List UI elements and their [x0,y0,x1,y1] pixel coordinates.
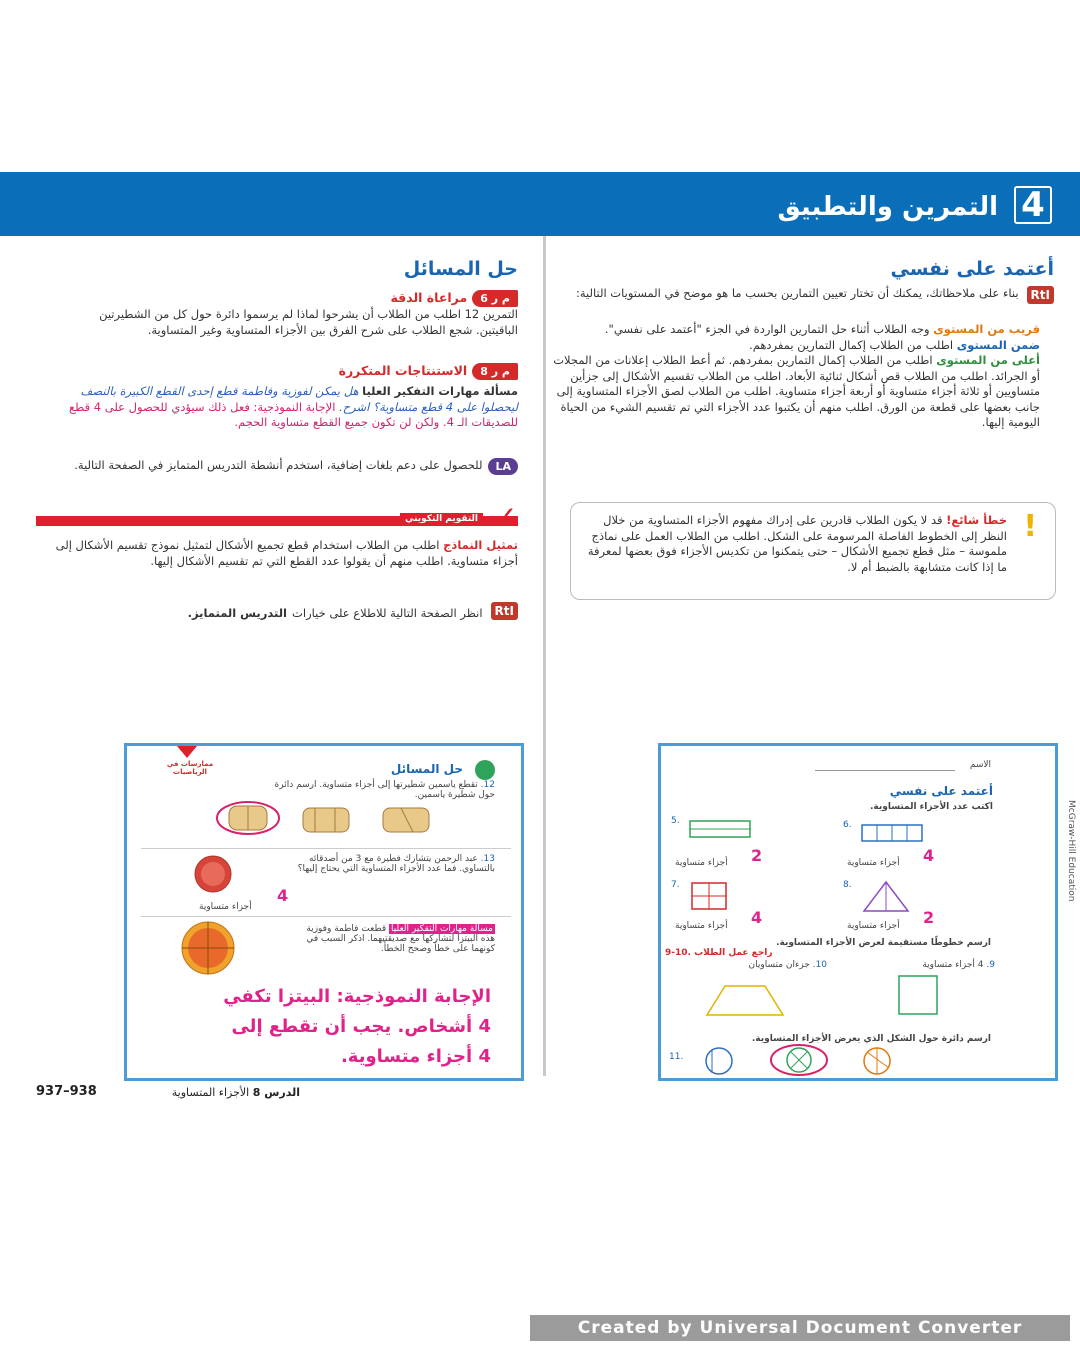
globe-icon [475,760,495,780]
model-answer-line-2: 4 أشخاص. يجب أن تقطع إلى [231,1016,491,1037]
warning-icon: ! [1023,509,1037,544]
hots-note: مسألة مهارات التفكير العليا هل يمكن لفوزية وفاطمة قطع إحدى القطع الكبيرة بالنصف ليحصلوا على 4 قطع متساوية؟ اشرح. الإجابة النموذجية: فعل ذلك سيؤدي للحصول على 4 قطع للصديقات الـ 4. ولكن لن تكون جميع القطع متساوية الحجم. [69,384,518,429]
common-mistake-box [570,502,1056,600]
mp6-badge: م ر 6 [472,290,518,307]
chapter-number: 4 [1014,186,1052,224]
reasoning-heading: م ر 8 الاستنتاجات المتكررة [38,360,518,380]
lesson-footer: الدرس 8 الأجزاء المتساوية [171,1086,300,1099]
formative-label: التقويم التكويني [400,513,483,525]
section-heading-problem-solving: حل المسائل [403,258,518,280]
hots-question: مسألة مهارات التفكير العليا قطعت فاطمة وفوزية هذه البيتزا لتشاركها مع صديقتيهما. اذكر السبب في كونهما على خطأ وصحح الخطأ. [306,924,495,954]
rti-badge-left: RtI [491,602,518,620]
workbook-page-left [124,743,524,1081]
wb-instruction-2: ارسم خطوطًا مستقيمة لعرض الأجزاء المتساوية. [776,938,991,948]
q7-parts-label: أجزاء متساوية [675,921,728,931]
wb-left-heading: حل المسائل [390,762,463,776]
name-label: الاسم [969,760,991,770]
q7-answer: 4 [751,908,763,927]
pie-image [187,854,239,894]
q7-number: 7. [671,880,680,890]
side-credit: McGraw-Hill Education [1066,800,1076,902]
exercise-12-note: التمرين 12 اطلب من الطلاب أن يشرحوا لماذا لم يرسموا دائرة حول كل من الشطيرتين الباقيتين. شجع الطلاب على شرح الفرق بين الأجزاء المتساوية وغير المتساوية. [99,307,518,337]
q13-parts-label: أجزاء متساوية [199,902,252,912]
rti-left-text: انظر الصفحة التالية للاطلاع على خيارات [292,606,483,620]
sandwich-unequal-b [379,804,433,836]
page-numbers: 937–938 [36,1084,97,1099]
rti-intro: بناء على ملاحظاتك، يمكنك أن تختار تعيين التمارين بحسب ما هو موضح في المستويات التالية: [575,286,1019,300]
checkmark-icon: ✓ [494,500,518,533]
precision-heading: م ر 6 مراعاة الدقة [38,287,518,307]
model-note: تمثيل النماذج اطلب من الطلاب استخدام قطع تجميع الأشكال لتمثيل نموذج تقسيم الأشكال إلى أجزاء متساوية. اطلب منهم أن يقولوا عدد القطع التي تم تقسيم الأشكال إليها. [55,538,518,568]
rti-badge: RtI [1027,286,1054,304]
q10-label: 10. جزءان متساويان [748,960,827,970]
q7-square-shape [691,882,731,912]
model-answer-line-1: الإجابة النموذجية: البيتزا تكفي [223,986,491,1007]
q12-text: 12. تقطع ياسمين شطيرتها إلى أجزاء متساوية. ارسم دائرة حول شطيرة ياسمين. [274,780,495,800]
levels-list [550,322,1040,431]
q8-triangle-shape [861,880,911,914]
q6-answer: 4 [923,846,935,865]
q9-square-shape [897,974,941,1018]
wb-instruction-3: ارسم دائرة حول الشكل الذي يعرض الأجزاء المتساوية. [751,1034,991,1044]
mp8-badge: م ر 8 [472,363,518,380]
wb-divider-1 [141,848,511,849]
q6-number: 6. [843,820,852,830]
q8-parts-label: أجزاء متساوية [847,921,900,931]
q9-label: 9. 4 أجزاء متساوية [922,960,995,970]
wb-instruction-1: اكتب عدد الأجزاء المتساوية. [869,802,993,812]
section-heading-independent: أعتمد على نفسي [890,258,1054,280]
column-divider [543,236,546,1076]
banner-title: التمرين والتطبيق [777,192,998,222]
mistake-text: خطأ شائع! قد لا يكون الطلاب قادرين على إدراك مفهوم الأجزاء المتساوية من خلال النظر إلى الخطوط الفاصلة المرسومة على الشكل. اطلب من الطلاب العمل على نماذج ملموسة – مثل قطع تجميع الأشكال – حتى يتمكنوا من تكديس الأجزاء فوق بعضها لمعرفة ما إذا كانت متشابهة بالضبط أم لا. [587,513,1007,574]
q5-rectangle-shape [689,820,753,840]
q8-answer: 2 [923,908,935,927]
sandwich-circled [215,800,281,836]
practices-tag: ممارسات في الرياضيات [166,760,214,776]
rti-left-bold: التدريس المتمايز. [187,606,287,620]
q11-circle-c [855,1046,901,1076]
la-text: للحصول على دعم بلغات إضافية، استخدم أنشطة التدريس المتمايز في الصفحة التالية. [74,458,483,472]
workbook-page-right [658,743,1058,1081]
q11-circle-b-circled [769,1044,829,1076]
chapter-banner [0,172,1080,236]
q5-number: 5. [671,816,680,826]
pizza-image [177,920,239,976]
q5-answer: 2 [751,846,763,865]
level-approaching: قريب من المستوى وجه الطلاب أثناء حل التمارين الواردة في الجزء "أعتمد على نفسي". [604,322,1040,336]
la-badge: LA [488,458,518,475]
q11-number: 11. [669,1052,684,1062]
q13-answer: 4 [277,886,289,905]
q6-rectangle-shape [861,824,925,844]
level-on: ضمن المستوى اطلب من الطلاب إكمال التمارين بمفردهم. [749,337,1040,352]
model-answer-line-3: 4 أجزاء متساوية. [340,1046,491,1067]
q6-parts-label: أجزاء متساوية [847,858,900,868]
wb-divider-2 [141,916,511,917]
q5-parts-label: أجزاء متساوية [675,858,728,868]
q13-text: 13. عبد الرحمن يتشارك فطيرة مع 3 من أصدقائه بالتساوي. فما عدد الأجزاء المتساوية التي يحتاج إليها؟ [297,854,495,874]
level-beyond: أعلى من المستوى اطلب من الطلاب إكمال التمارين بمفردهم. ثم أعط الطلاب إعلانات من المجلات أو الجرائد. اطلب من الطلاب قص أشكال ثنائية الأبعاد. اطلب من الطلاب تقسيم الأشكال إلى جزأين متساويين أو ثلاثة أجزاء متساوية أو أربعة أجزاء متساوية. اطلب من الطلاب لصق الأجزاء المتساوية إلى جانب بعضها على قطعة من الورق. اطلب منهم أن يكتبوا عدد الأجزاء التي تم تقسيم الشيء من الحياة اليومية إليها. [553,353,1040,429]
wb-heading: أعتمد على نفسي [889,784,993,798]
review-note: 9-10. راجع عمل الطلاب [665,948,773,958]
arrow-down-icon [177,746,197,758]
converter-credit: Created by Universal Document Converter [530,1315,1070,1341]
q8-number: 8. [843,880,852,890]
q10-trapezoid-shape [705,984,785,1018]
q11-circle-a [697,1046,743,1076]
name-line [815,770,955,771]
sandwich-unequal-a [299,804,353,836]
